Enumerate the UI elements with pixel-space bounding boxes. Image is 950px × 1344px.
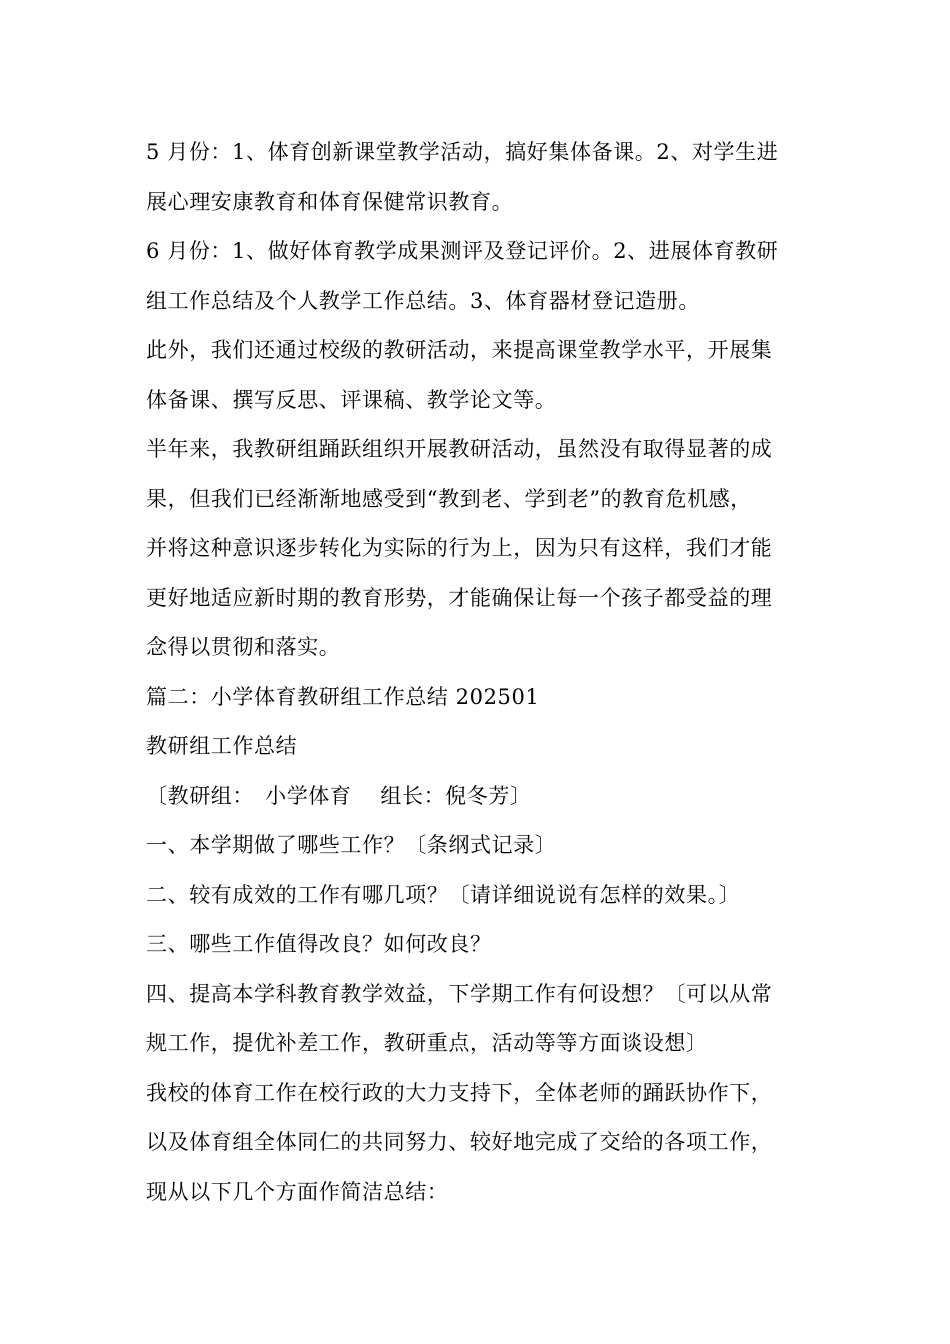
text-line: 此外，我们还通过校级的教研活动，来提高课堂教学水平，开展集 [146, 338, 773, 362]
text-line: 果，但我们已经渐渐地感受到“教到老、学到老”的教育危机感， [146, 486, 752, 511]
section-heading: 篇二：小学体育教研组工作总结 202501 [146, 684, 540, 709]
text-line: 现从以下几个方面作简洁总结： [146, 1179, 449, 1204]
text-line: 组工作总结及个人教学工作总结。3、体育器材登记造册。 [146, 288, 700, 313]
question-item: 一、本学期做了哪些工作？〔条纲式记录〕 [146, 833, 557, 857]
question-item: 四、提高本学科教育教学效益，下学期工作有何设想？〔可以从常 [146, 981, 773, 1006]
text-line: 展心理安康教育和体育保健常识教育。 [146, 189, 514, 214]
text-line: 以及体育组全体同仁的共同努力、较好地完成了交给的各项工作， [146, 1130, 773, 1154]
text-line: 并将这种意识逐步转化为实际的行为上，因为只有这样，我们才能 [146, 536, 773, 560]
text-line: 念得以贯彻和落实。 [146, 635, 341, 659]
text-line: 半年来，我教研组踊跃组织开展教研活动，虽然没有取得显著的成 [146, 437, 773, 461]
text-line: 5 月份：1、体育创新课堂教学活动，搞好集体备课。2、对学生进 [146, 140, 779, 164]
text-line: 体备课、撰写反思、评课稿、教学论文等。 [146, 387, 557, 412]
text-line: 6 月份：1、做好体育教学成果测评及登记评价。2、进展体育教研 [146, 239, 779, 263]
group-info: 〔教研组： 小学体育 组长：倪冬芳〕 [146, 783, 532, 808]
text-line: 我校的体育工作在校行政的大力支持下，全体老师的踊跃协作下， [146, 1080, 773, 1105]
document-title: 教研组工作总结 [146, 734, 298, 758]
text-line: 规工作，提优补差工作，教研重点，活动等等方面谈设想〕 [146, 1031, 708, 1055]
text-line: 更好地适应新时期的教育形势，才能确保让每一个孩子都受益的理 [146, 585, 773, 610]
question-item: 三、哪些工作值得改良？如何改良？ [146, 932, 492, 956]
question-item: 二、较有成效的工作有哪几项？〔请详细说说有怎样的效果。〕 [146, 882, 741, 907]
document-body [146, 128, 810, 1217]
